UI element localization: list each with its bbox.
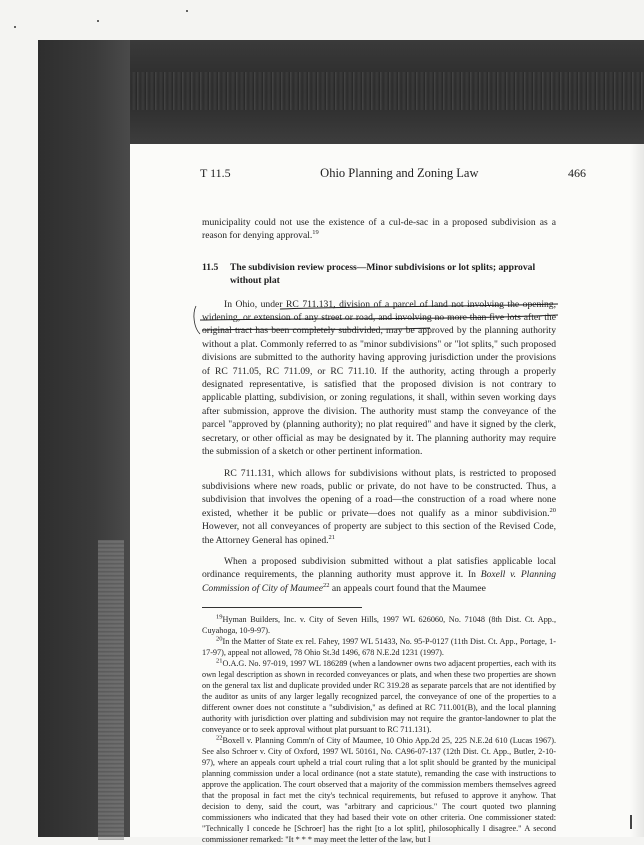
page-header	[200, 166, 586, 181]
intro-paragraph: municipality could not use the existence of a cul-de-sac in a proposed subdivision as a reason for denying approval.$^{19}$	[202, 217, 556, 242]
footnote: $^{21}$O.A.G. No. 97-019, 1997 WL 186289 (when a landowner owns two adjacent properties, each with its own legal description as shown in recorded conveyances or plats, and when these two properties are shown on the general tax list and duplicate provided under RC 319.28 as separate parcels that are not identified by the auditor as units of any larger legally recognized parcel, the conveyance of one of the properties to a different owner does not constitute a "subdivision," as defined at RC 711.001(B), and the local planning authority with jurisdiction over platting and subdivision may not require the grantor-landowner to plat the conveyance or to seek approval without plat pursuant to RC 711.131).	[202, 657, 556, 735]
section-title: The subdivision review process—Minor subdivisions or lot splits; approval without plat	[230, 261, 536, 287]
section-number: 11.5	[202, 261, 219, 273]
page-number: 466	[568, 166, 586, 180]
footnote: $^{20}$In the Matter of State ex rel. Fahey, 1997 WL 51433, No. 95-P-0127 (11th Dist. Ct. App., Portage, 1-17-97), appeal not allowed, 78 Ohio St.3d 1496, 678 N.E.2d 1231 (1997).	[202, 635, 556, 658]
paragraph-3: When a proposed subdivision submitted without a plat satisfies applicable local ordinance requirements, the planning authority must approve it. In Boxell v. Planning Commission of City of Maumee$^{22}$ an appeals court found that the Maumee	[202, 555, 556, 594]
scan-speck	[14, 26, 16, 28]
document-page	[130, 144, 644, 845]
scan-speck	[97, 20, 99, 22]
footnote: $^{22}$Boxell v. Planning Comm'n of City of Maumee, 10 Ohio App.2d 25, 225 N.E.2d 610 (Lucas 1967). See also Schroer v. City of Oxford, 1997 WL 50161, No. CA96-07-137 (12th Dist. Ct. App., Butler, 2-10-97), where an appeals court upheld a trial court ruling that a lot split should be granted by the municipal planning commission under a local ordinance (not a state statute), remanding the case with instructions to approve the application. The court observed that a majority of the commission members themselves agreed that the proposal in fact met the city's technical requirements, but refused to approve it anyhow. That decision to deny, said the court, was "arbitrary and capricious." The court quoted two planning commissioners who indicated that they had based their vote on other criteria. One commissioner stated: "Technically I concede he [Schroer] has the right [to a lot split], philosophically I disagree." A second commissioner remarked: "It * * * may meet the letter of the law, but I	[202, 734, 556, 845]
section-heading	[202, 261, 556, 288]
paragraph-2: RC 711.131, which allows for subdivisions without plats, is restricted to proposed subdivisions where new roads, public or private, do not have to be constructed. Thus, a subdivision that involves the opening of a road—the construction of a road where none existed, whether it be public or private—does not qualify as a minor subdivision.$^{20}$ However, not all conveyances of property are subject to this section of the Revised Code, the Attorney General has opined.$^{21}$	[202, 467, 556, 546]
footnotes	[202, 614, 556, 845]
paragraph-1: In Ohio, under RC 711.131, division of a parcel of land not involving the opening, widening, or extension of any street or road, and involving no more than five lots after the original tract has been completely subdivided, may be approved by the planning authority without a plat. Commonly referred to as "minor subdivisions" or "lot splits," such proposed divisions are submitted to the authority having approving jurisdiction under the provisions of RC 711.05, RC 711.09, or RC 711.10. If the authority, acting through a properly designated representative, is satisfied that the proposed division is not contrary to applicable platting, subdivision, or zoning regulations, it shall, within seven working days after submission, approve the division. The authority must stamp the conveyance of the parcel "approved by (planning authority); no plat required" and have it signed by the clerk, secretary, or other official as may be designated by it. The planning authority may require the submission of a sketch or other pertinent information.	[202, 298, 556, 458]
body-text	[202, 216, 556, 845]
scan-speck	[186, 10, 188, 12]
book-title: Ohio Planning and Zoning Law	[320, 166, 479, 180]
margin-mark	[630, 815, 632, 829]
scan-border-left	[38, 40, 130, 837]
footnote: $^{19}$Hyman Builders, Inc. v. City of Seven Hills, 1997 WL 626060, No. 71048 (8th Dist. Ct. App., Cuyahoga, 10-9-97).	[202, 613, 556, 636]
footnote-rule	[202, 607, 362, 608]
section-label: T 11.5	[200, 166, 231, 180]
case-name: Boxell v. Planning Commission of City of Maumee	[202, 569, 556, 594]
